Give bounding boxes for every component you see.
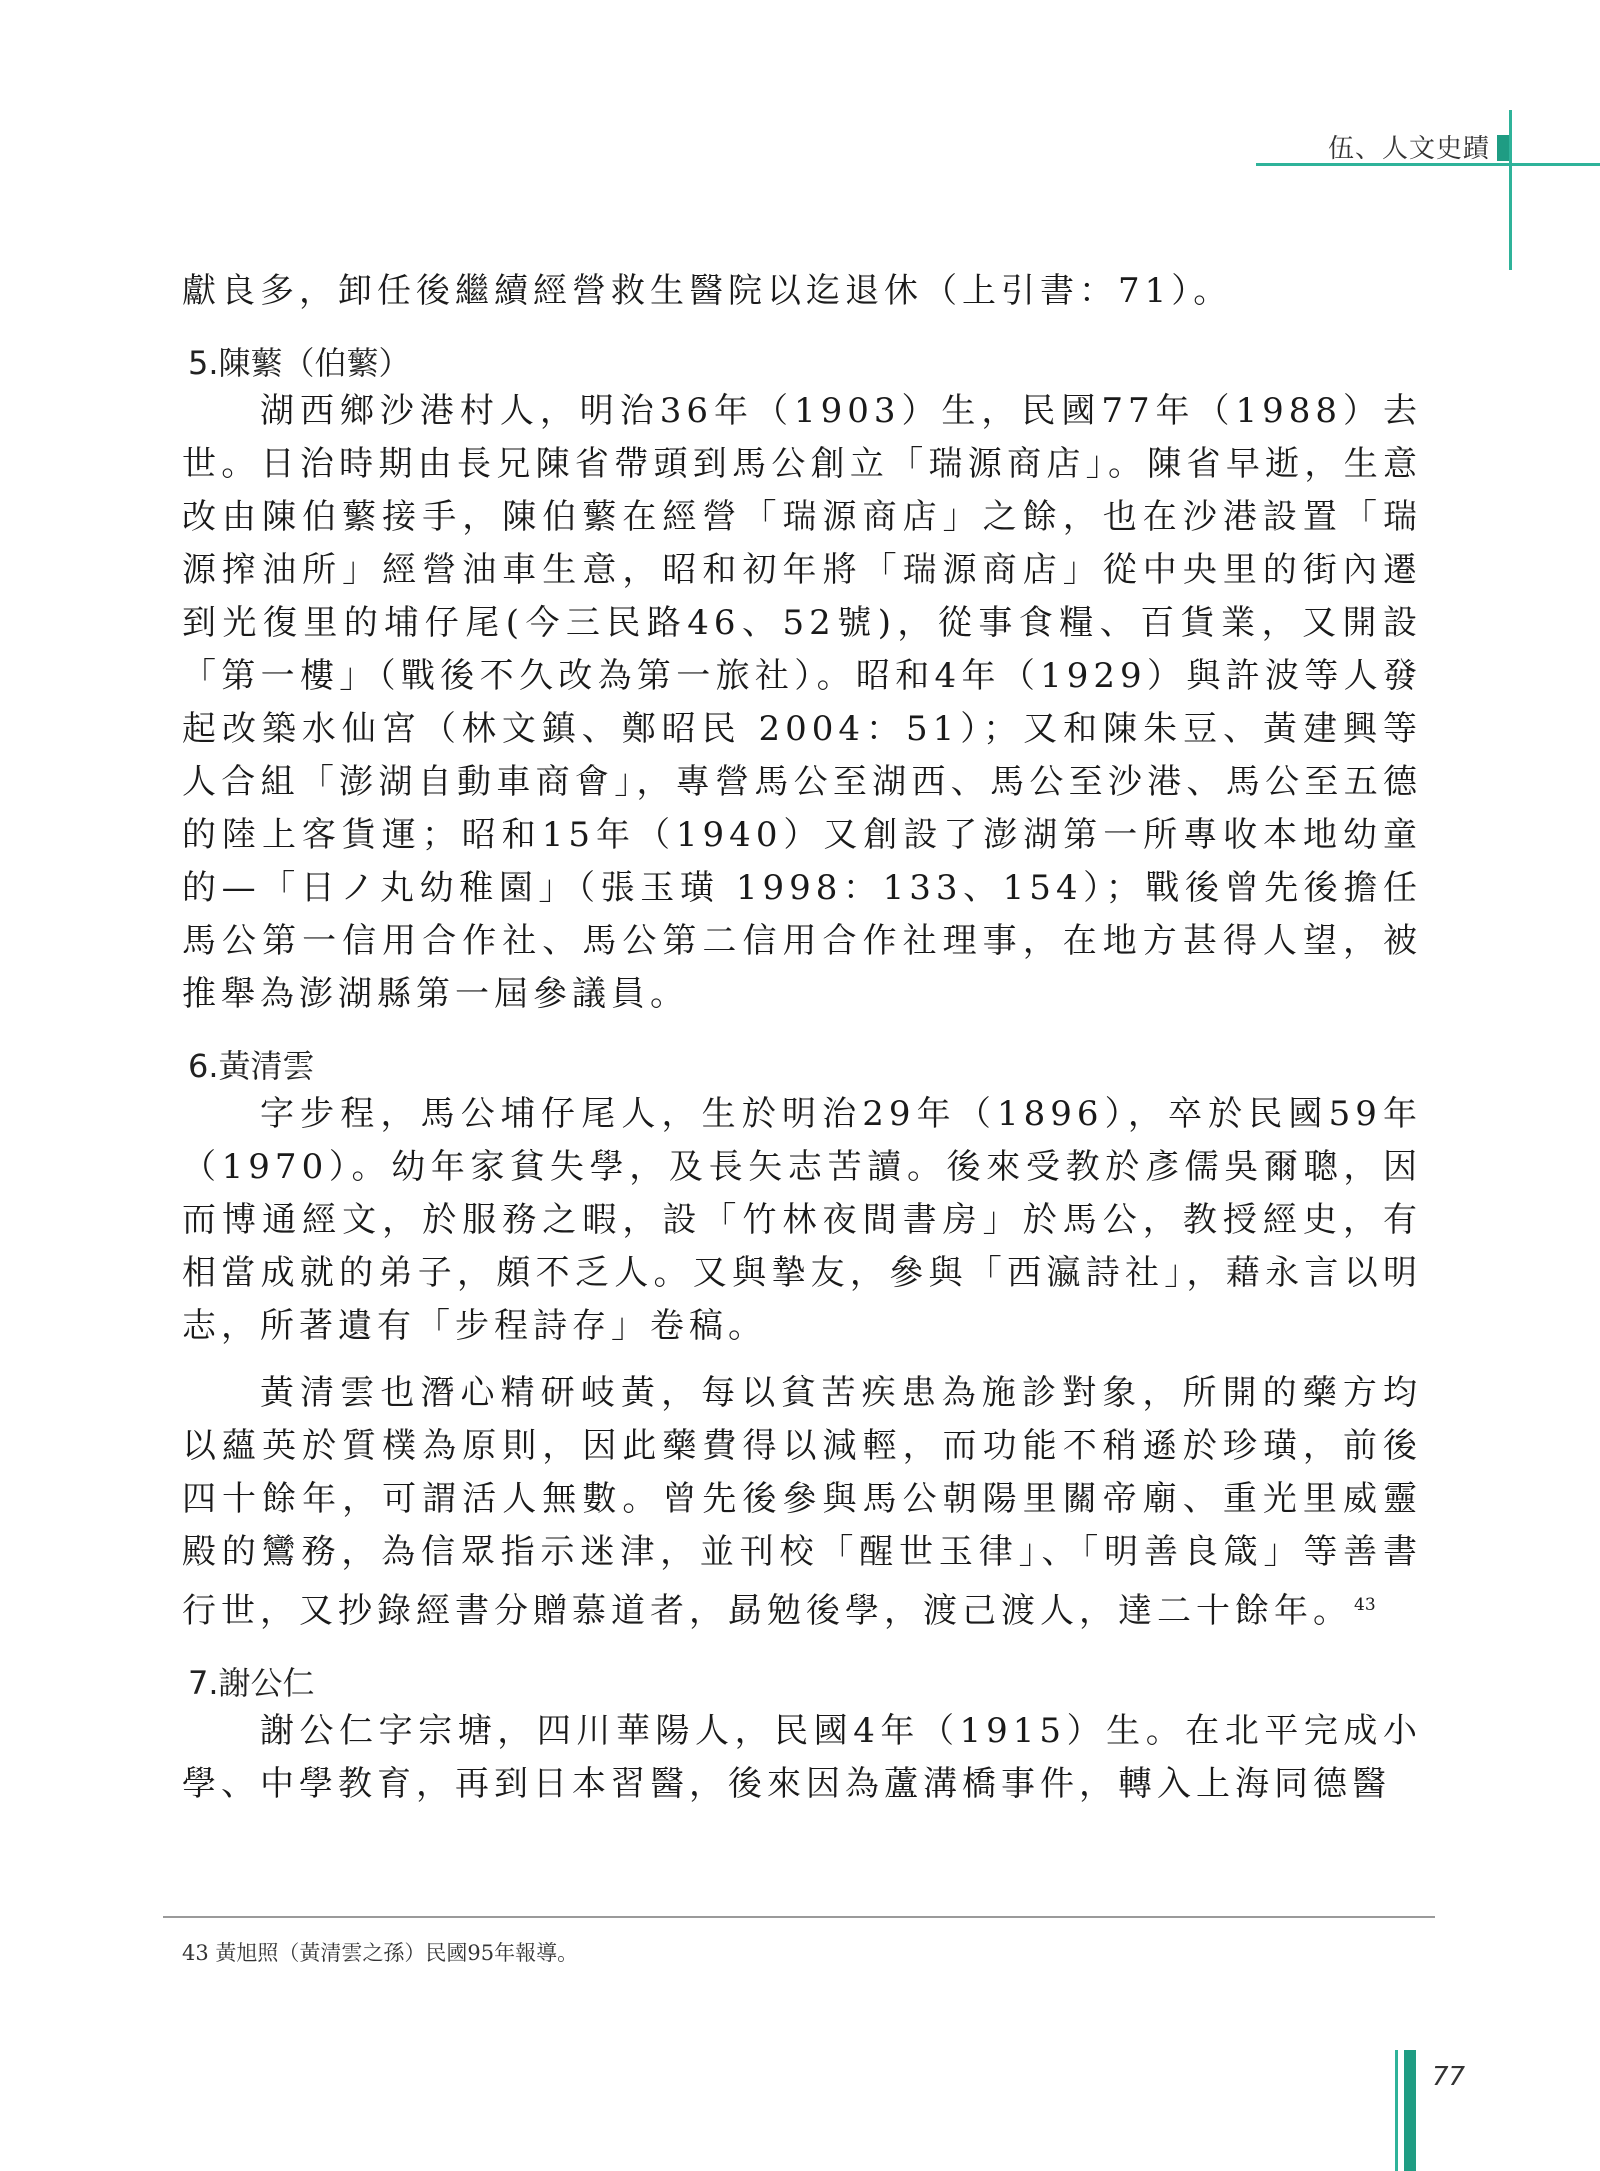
paragraph-hsieh: 謝公仁字宗塘，四川華陽人，民國4年（1915）生。在北平完成小學、中學教育，再到日本習醫，後來因為蘆溝橋事件，轉入上海同德醫	[182, 1711, 1422, 1804]
section-heading-5: 5.陳蘩（伯蘩）	[188, 344, 411, 382]
page-number-rule	[1395, 2050, 1398, 2171]
footnote-reference[interactable]: 43	[1354, 1595, 1376, 1615]
header-vertical-rule	[1509, 110, 1512, 270]
section-heading-6: 6.黃清雲	[188, 1047, 315, 1085]
paragraph-huang-2-text: 黃清雲也潛心精研岐黃，每以貧苦疾患為施診對象，所開的藥方均以蘊英於質樸為原則，因此藥費得以減輕，而功能不稍遜於珍璜，前後四十餘年，可謂活人無數。曾先後參與馬公朝陽里關帝廟、重光里威靈殿的鸞務，為信眾指示迷津，並刊校「醒世玉律」、「明善良箴」等善書行世，又抄錄經書分贈慕道者，勗勉後學，渡己渡人，達二十餘年。	[182, 1373, 1422, 1631]
main-content	[182, 265, 1422, 1811]
footnote-rule	[163, 1916, 1435, 1918]
page-number: 77	[1432, 2062, 1466, 2092]
page-number-marker	[1404, 2050, 1416, 2171]
paragraph-continued: 獻良多，卸任後繼續經營救生醫院以迄退休（上引書：71）。	[182, 271, 1233, 311]
footnote: 43 黃旭照（黃清雲之孫）民國95年報導。	[182, 1941, 579, 1965]
paragraph-huang-1: 字步程，馬公埔仔尾人，生於明治29年（1896），卒於民國59年（1970）。幼年家貧失學，及長矢志苦讀。後來受教於彥儒吳爾聰，因而博通經文，於服務之暇，設「竹林夜間書房」於馬公，教授經史，有相當成就的弟子，頗不乏人。又與摯友，參與「西瀛詩社」，藉永言以明志，所著遺有「步程詩存」卷稿。	[182, 1094, 1422, 1346]
chapter-title: 伍、人文史蹟	[1327, 134, 1490, 164]
paragraph-chen: 湖西鄉沙港村人，明治36年（1903）生，民國77年（1988）去世。日治時期由長兄陳省帶頭到馬公創立「瑞源商店」。陳省早逝，生意改由陳伯蘩接手，陳伯蘩在經營「瑞源商店」之餘，也在沙港設置「瑞源搾油所」經營油車生意，昭和初年將「瑞源商店」從中央里的街內遷到光復里的埔仔尾(今三民路46、52號)，從事食糧、百貨業，又開設「第一樓」（戰後不久改為第一旅社）。昭和4年（1929）與許波等人發起改築水仙宮（林文鎮、鄭昭民 2004：51）；又和陳朱豆、黃建興等人合組「澎湖自動車商會」，專營馬公至湖西、馬公至沙港、馬公至五德的陸上客貨運；昭和15年（1940）又創設了澎湖第一所專收本地幼童的—「日ノ丸幼稚園」（張玉璜 1998：133、154）；戰後曾先後擔任馬公第一信用合作社、馬公第二信用合作社理事，在地方甚得人望，被推舉為澎湖縣第一屆參議員。	[182, 391, 1422, 1014]
header-marker	[1497, 135, 1509, 161]
section-heading-7: 7.謝公仁	[188, 1664, 315, 1702]
paragraph-huang-2	[182, 1367, 1422, 1638]
